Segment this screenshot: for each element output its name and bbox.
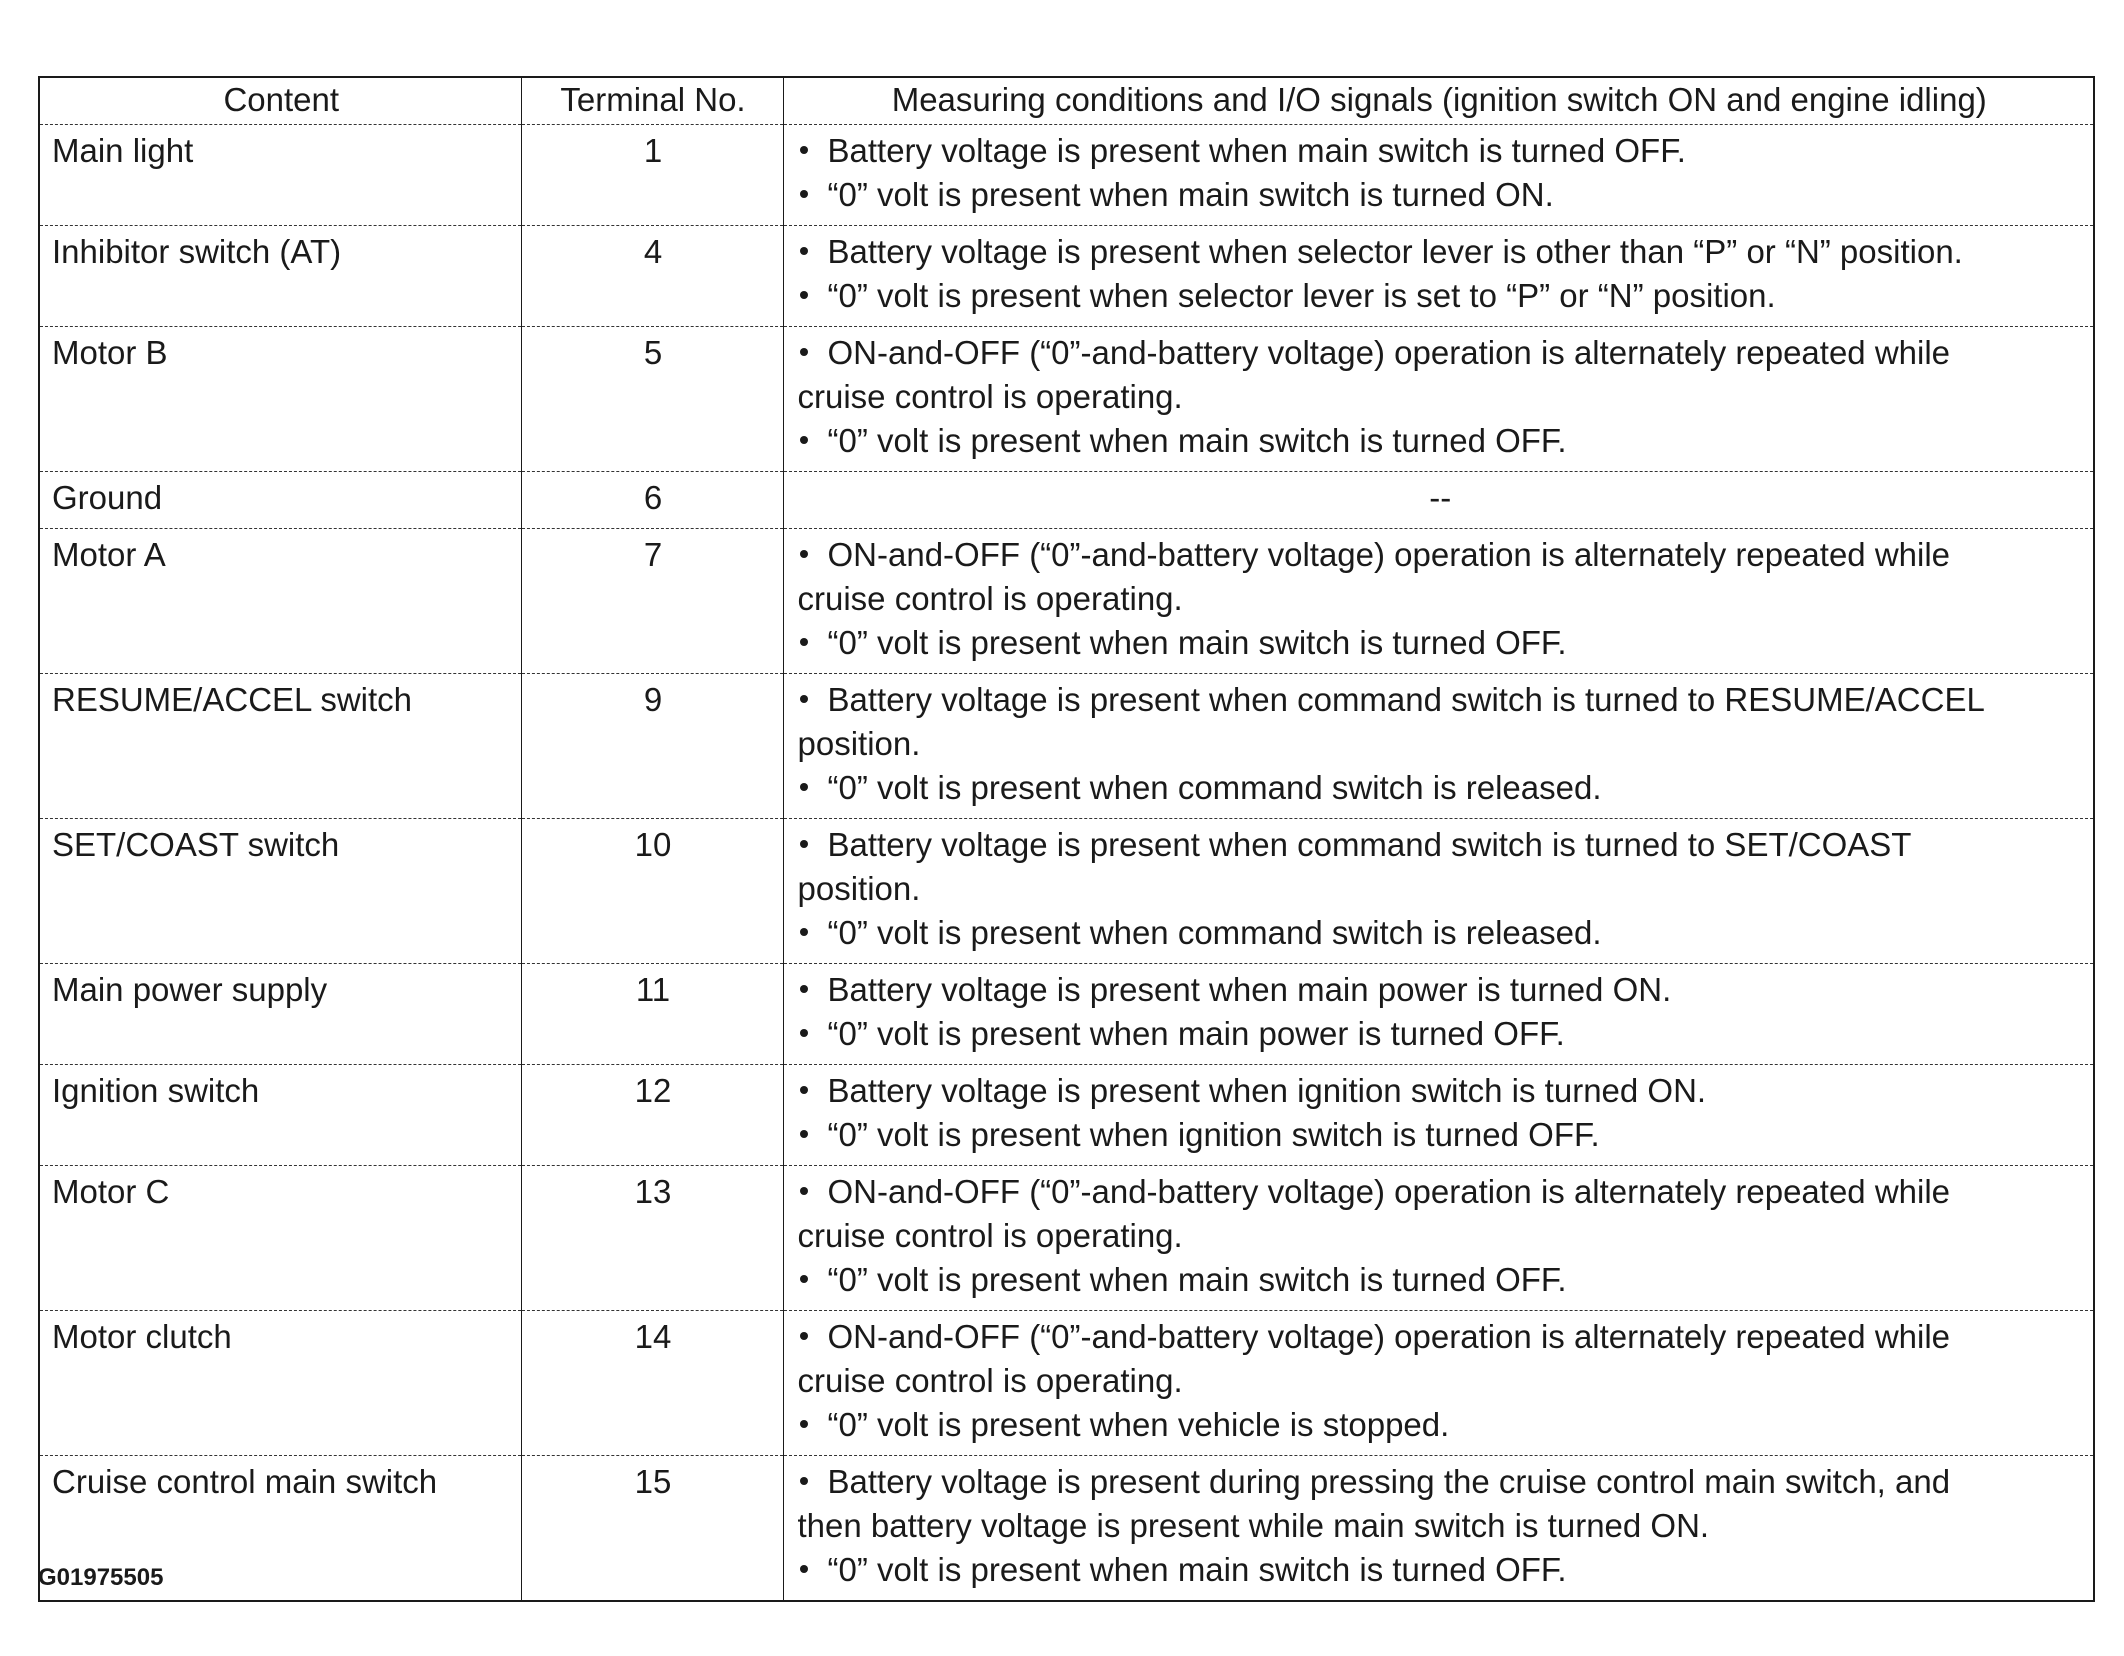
condition-text: cruise control is operating. [797, 378, 1183, 415]
condition-line [798, 1548, 2084, 1592]
row-conditions [783, 1456, 2094, 1602]
condition-text: -- [1429, 479, 1452, 516]
condition-text: then battery voltage is present while main switch is turned ON. [797, 1507, 1710, 1544]
row-content: Motor B [39, 327, 521, 472]
condition-line [798, 1258, 2084, 1302]
row-terminal: 6 [521, 472, 783, 529]
table-row [39, 1456, 2094, 1602]
row-content: SET/COAST switch [39, 819, 521, 964]
table-row [39, 1166, 2094, 1311]
condition-line [798, 867, 2084, 911]
bullet-icon [800, 1332, 808, 1340]
bullet-icon [800, 190, 808, 198]
row-terminal: 11 [521, 964, 783, 1065]
condition-text: position. [797, 870, 921, 907]
row-terminal: 9 [521, 674, 783, 819]
row-terminal: 4 [521, 226, 783, 327]
condition-line [798, 766, 2084, 810]
condition-line [798, 1460, 2084, 1504]
header-terminal: Terminal No. [521, 77, 783, 125]
bullet-icon [800, 1565, 808, 1573]
row-conditions [783, 226, 2094, 327]
condition-line [798, 173, 2084, 217]
bullet-icon [800, 985, 808, 993]
row-conditions [783, 472, 2094, 529]
row-content: RESUME/ACCEL switch [39, 674, 521, 819]
condition-line [798, 1170, 2084, 1214]
row-content: Ignition switch [39, 1065, 521, 1166]
table-row [39, 1065, 2094, 1166]
row-terminal: 7 [521, 529, 783, 674]
row-conditions [783, 674, 2094, 819]
bullet-icon [800, 1187, 808, 1195]
condition-text: “0” volt is present when main switch is turned OFF. [827, 624, 1567, 661]
condition-line [798, 911, 2084, 955]
terminal-table [38, 76, 2095, 1602]
row-content: Motor C [39, 1166, 521, 1311]
condition-text: cruise control is operating. [797, 1217, 1183, 1254]
row-content: Main power supply [39, 964, 521, 1065]
condition-line [798, 331, 2084, 375]
bullet-icon [800, 247, 808, 255]
condition-line [798, 722, 2084, 766]
condition-text: Battery voltage is present when main switch is turned OFF. [827, 132, 1686, 169]
row-content: Ground [39, 472, 521, 529]
condition-line [798, 419, 2084, 463]
condition-text: ON-and-OFF (“0”-and-battery voltage) operation is alternately repeated while [827, 334, 1951, 371]
condition-text: “0” volt is present when ignition switch is turned OFF. [827, 1116, 1600, 1153]
condition-text: Battery voltage is present when selector lever is other than “P” or “N” position. [827, 233, 1963, 270]
table-body [39, 125, 2094, 1602]
bullet-icon [800, 550, 808, 558]
condition-text: “0” volt is present when main switch is turned OFF. [827, 422, 1567, 459]
row-content: Inhibitor switch (AT) [39, 226, 521, 327]
condition-text: “0” volt is present when main power is turned OFF. [827, 1015, 1565, 1052]
bullet-icon [800, 291, 808, 299]
row-terminal: 5 [521, 327, 783, 472]
condition-text: ON-and-OFF (“0”-and-battery voltage) operation is alternately repeated while [827, 536, 1951, 573]
bullet-icon [800, 638, 808, 646]
table-row [39, 327, 2094, 472]
row-terminal: 14 [521, 1311, 783, 1456]
condition-line [798, 129, 2084, 173]
bullet-icon [800, 146, 808, 154]
condition-line [798, 1359, 2084, 1403]
bullet-icon [800, 1029, 808, 1037]
row-conditions [783, 1311, 2094, 1456]
condition-line [798, 533, 2084, 577]
condition-text: “0” volt is present when command switch is released. [827, 769, 1602, 806]
condition-text: ON-and-OFF (“0”-and-battery voltage) operation is alternately repeated while [827, 1318, 1951, 1355]
condition-text: cruise control is operating. [797, 580, 1183, 617]
table-row [39, 529, 2094, 674]
condition-line [798, 230, 2084, 274]
row-content: Motor A [39, 529, 521, 674]
condition-line [798, 476, 2084, 520]
condition-line [798, 823, 2084, 867]
header-conditions: Measuring conditions and I/O signals (ignition switch ON and engine idling) [783, 77, 2094, 125]
condition-line [798, 375, 2084, 419]
table-row [39, 674, 2094, 819]
condition-text: “0” volt is present when command switch is released. [827, 914, 1602, 951]
header-row [39, 77, 2094, 125]
row-content: Main light [39, 125, 521, 226]
condition-text: Battery voltage is present when main power is turned ON. [827, 971, 1672, 1008]
condition-text: Battery voltage is present when command switch is turned to SET/COAST [827, 826, 1912, 863]
table-row [39, 1311, 2094, 1456]
condition-line [798, 1012, 2084, 1056]
condition-text: ON-and-OFF (“0”-and-battery voltage) operation is alternately repeated while [827, 1173, 1951, 1210]
condition-line [798, 1403, 2084, 1447]
bullet-icon [800, 1086, 808, 1094]
condition-line [798, 1113, 2084, 1157]
table-row [39, 472, 2094, 529]
condition-line [798, 968, 2084, 1012]
row-conditions [783, 529, 2094, 674]
bullet-icon [800, 1420, 808, 1428]
row-content: Motor clutch [39, 1311, 521, 1456]
condition-line [798, 678, 2084, 722]
condition-text: Battery voltage is present when command switch is turned to RESUME/ACCEL [827, 681, 1985, 718]
condition-text: “0” volt is present when main switch is turned OFF. [827, 1551, 1567, 1588]
bullet-icon [800, 1130, 808, 1138]
header-content: Content [39, 77, 521, 125]
row-content: Cruise control main switch [39, 1456, 521, 1602]
condition-line [798, 621, 2084, 665]
condition-line [798, 577, 2084, 621]
bullet-icon [800, 928, 808, 936]
row-terminal: 10 [521, 819, 783, 964]
row-conditions [783, 964, 2094, 1065]
condition-line [798, 1315, 2084, 1359]
row-conditions [783, 1166, 2094, 1311]
condition-line [798, 1069, 2084, 1113]
condition-text: Battery voltage is present during pressing the cruise control main switch, and [827, 1463, 1951, 1500]
condition-text: “0” volt is present when main switch is turned OFF. [827, 1261, 1567, 1298]
bullet-icon [800, 436, 808, 444]
bullet-icon [800, 1477, 808, 1485]
bullet-icon [800, 783, 808, 791]
bullet-icon [800, 695, 808, 703]
condition-line [798, 274, 2084, 318]
bullet-icon [800, 348, 808, 356]
condition-text: “0” volt is present when selector lever is set to “P” or “N” position. [827, 277, 1776, 314]
row-conditions [783, 1065, 2094, 1166]
condition-line [798, 1214, 2084, 1258]
table-row [39, 125, 2094, 226]
condition-text: “0” volt is present when vehicle is stopped. [827, 1406, 1450, 1443]
table-row [39, 226, 2094, 327]
condition-text: “0” volt is present when main switch is turned ON. [827, 176, 1554, 213]
row-terminal: 12 [521, 1065, 783, 1166]
row-conditions [783, 125, 2094, 226]
condition-text: Battery voltage is present when ignition switch is turned ON. [827, 1072, 1707, 1109]
condition-text: position. [797, 725, 921, 762]
table-row [39, 819, 2094, 964]
row-terminal: 13 [521, 1166, 783, 1311]
row-conditions [783, 327, 2094, 472]
figure-id: G01975505 [38, 1564, 164, 1591]
row-terminal: 15 [521, 1456, 783, 1602]
table-row [39, 964, 2094, 1065]
condition-line [798, 1504, 2084, 1548]
row-conditions [783, 819, 2094, 964]
bullet-icon [800, 1275, 808, 1283]
row-terminal: 1 [521, 125, 783, 226]
condition-text: cruise control is operating. [797, 1362, 1183, 1399]
bullet-icon [800, 840, 808, 848]
